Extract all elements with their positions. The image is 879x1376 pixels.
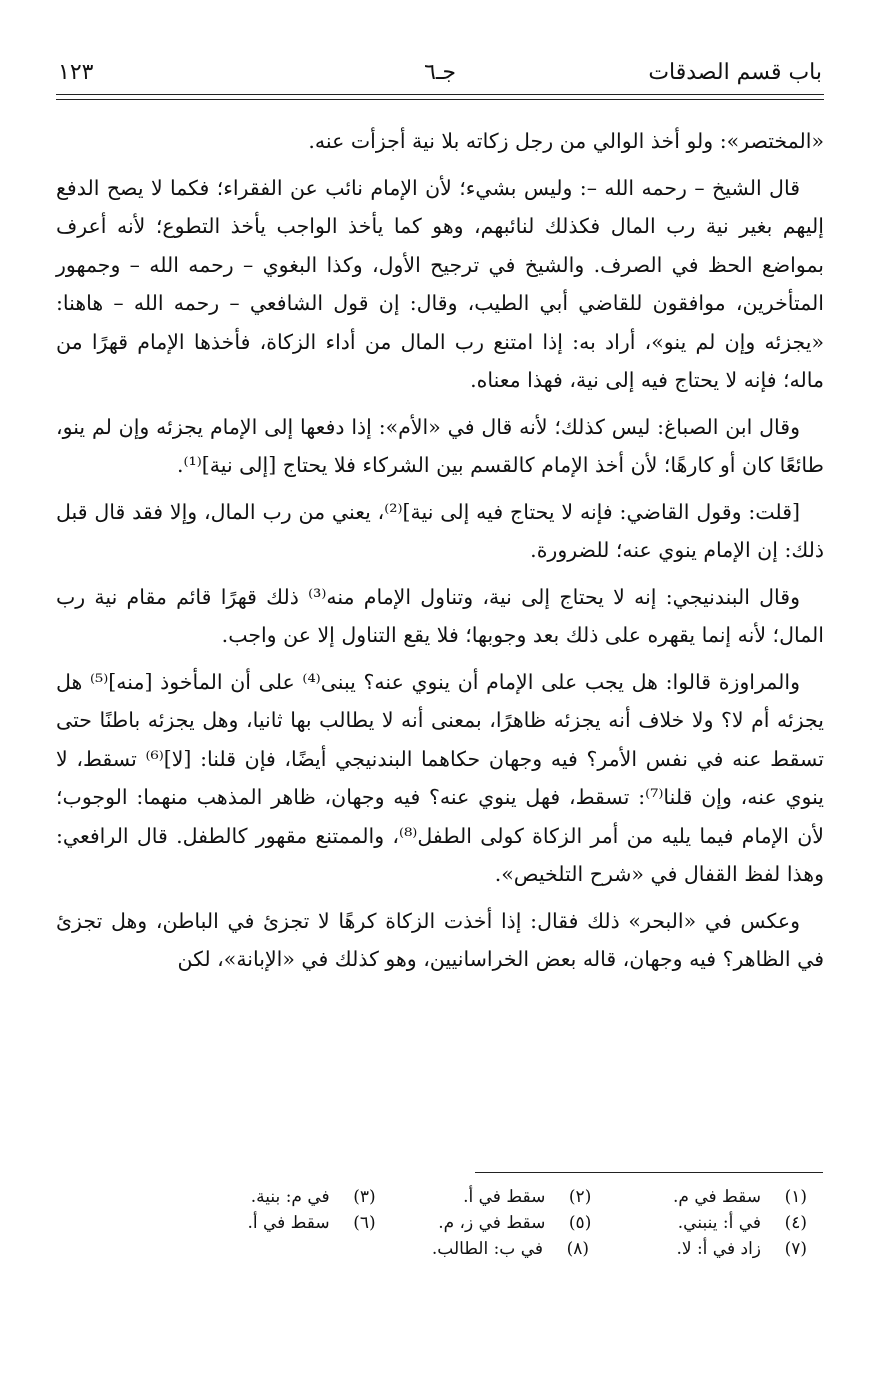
footnote-number: (٧) [784,1239,807,1259]
header-rule-bottom [56,99,824,100]
header-rule-top [56,94,824,95]
footnote-number: (٨) [566,1239,589,1259]
footnote [160,1210,376,1236]
main-text [56,122,824,987]
paragraph: [قلت: وقول القاضي: فإنه لا يحتاج فيه إلى نية]⁽²⁾، يعني من رب المال، وإلا فقد قال قبل ذلك: إن الإمام ينوي عنه؛ للضرورة. [56,499,824,562]
running-header [56,58,824,92]
paragraph: والمراوزة قالوا: هل يجب على الإمام أن ينوي عنه؟ يبنى⁽⁴⁾ على أن المأخوذ [منه]⁽⁵⁾ هل يجزئه أم لا؟ ولا خلاف أنه يجزئه ظاهرًا، بمعنى أنه لا يطالب بها ثانيا، وهل يجزئه باطنًا حتى تسقط عنه في نفس الأمر؟ فيه وجهان حكاهما البندنيجي أيضًا، فإن قلنا: [لا]⁽⁶⁾ تسقط، لا ينوي عنه، وإن قلنا⁽⁷⁾: تسقط، فهل ينوي عنه؟ فيه وجهان، ظاهر المذهب منهما: الوجوب؛ لأن الإمام فيما يليه من أمر الزكاة كولى الطفل⁽⁸⁾، والممتنع مقهور كالطفل. قال الرافعي: وهذا لفظ القفال في «شرح التلخيص». [56,669,824,886]
footnote-number: (١) [784,1187,807,1207]
footnote [591,1184,807,1210]
footnote-number: (٦) [353,1213,376,1233]
footnotes [160,1184,807,1262]
footnote-number: (٥) [568,1213,592,1233]
paragraph: وقال البندنيجي: إنه لا يحتاج إلى نية، وتناول الإمام منه⁽³⁾ ذلك قهرًا قائم مقام نية رب المال؛ لأنه إنما يقهره على ذلك بعد وجوبها؛ فلا يقع التناول إلا عن واجب. [56,584,824,647]
footnote-row [160,1236,807,1262]
chapter-title: باب قسم الصدقات [648,60,822,85]
footnote-rule [475,1172,823,1173]
footnote-text: في م: بنية. [250,1187,330,1207]
page-number: ١٢٣ [58,60,94,85]
paragraph: وعكس في «البحر» ذلك فقال: إذا أخذت الزكاة كرهًا لا تجزئ في الباطن، وهل تجزئ في الظاهر؟ فيه وجهان، قاله بعض الخراسانيين، وهو كذلك في «الإبانة»، لكن [56,908,824,971]
footnote [160,1184,376,1210]
footnote-row [160,1184,807,1210]
footnote-number: (٢) [568,1187,592,1207]
footnote [591,1210,807,1236]
footnote [376,1184,592,1210]
footnote-text: سقط في أ. [247,1213,330,1233]
footnote [589,1236,807,1262]
paragraph: «المختصر»: ولو أخذ الوالي من رجل زكاته بلا نية أجزأت عنه. [308,129,824,153]
footnote-text: سقط في م. [672,1187,761,1207]
paragraph: قال الشيخ – رحمه الله –: وليس بشيء؛ لأن الإمام نائب عن الفقراء؛ فكما لا يصح الدفع إليهم بغير نية رب المال فكذلك لنائبهم، وهو كما يأخذ الواجب يأخذ التطوع؛ لأنه أعرف بمواضع الحظ في الصرف. والشيخ في ترجيح الأول، وكذا البغوي – رحمه الله – وجمهور المتأخرين، موافقون للقاضي أبي الطيب، وقال: إن قول الشافعي – رحمه الله – هاهنا: «يجزئه وإن لم ينو»، أراد به: إذا امتنع رب المال من أداء الزكاة، فأخذها الإمام قهرًا من ماله؛ فإنه لا يحتاج فيه إلى نية، فهذا معناه. [56,175,824,392]
footnote-row [160,1210,807,1236]
paragraph: وقال ابن الصباغ: ليس كذلك؛ لأنه قال في «الأم»: إذا دفعها إلى الإمام يجزئه وإن لم ينو، طائعًا كان أو كارهًا؛ لأن أخذ الإمام كالقسم بين الشركاء فلا يحتاج [إلى نية]⁽¹⁾. [56,414,824,477]
footnote-text: سقط في أ. [463,1187,546,1207]
footnote-number: (٤) [784,1213,807,1233]
footnote-text: في ب: الطالب. [431,1239,543,1259]
footnote-text: في أ: ينبني. [677,1213,761,1233]
footnote-text: زاد في أ: لا. [676,1239,761,1259]
footnote-number: (٣) [353,1187,376,1207]
volume-label: جـ٦ [424,60,456,85]
footnote [371,1236,589,1262]
footnote-text: سقط في ز، م. [438,1213,546,1233]
footnote [376,1210,592,1236]
